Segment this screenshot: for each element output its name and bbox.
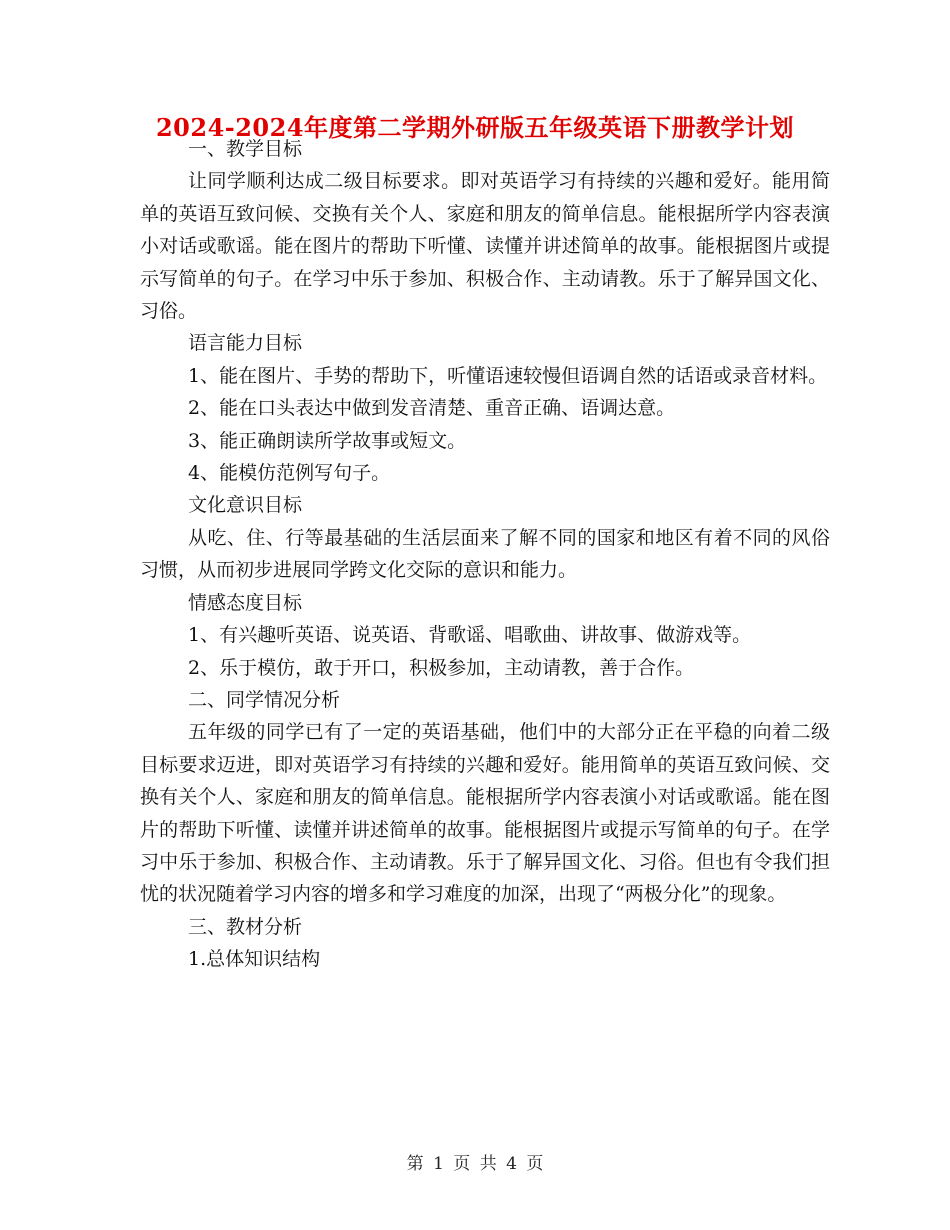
section-heading: 三、教材分析 <box>188 915 303 938</box>
paragraph: 3、能正确朗读所学故事或短文。 <box>188 429 467 452</box>
footer-page-number: 1 <box>433 1154 444 1174</box>
paragraph: 让同学顺利达成二级目标要求。即对英语学习有持续的兴趣和爱好。能用简单的英语互致问候、交换有关个人、家庭和朋友的简单信息。能根据所学内容表演小对话或歌谣。能在图片的帮助下听懂、读懂并讲述简单的故事。能根据图片或提示写简单的句子。在学习中乐于参加、积极合作、主动请教。乐于了解异国文化、习俗。 <box>140 170 830 323</box>
footer-total-unit: 页 <box>526 1154 544 1174</box>
section-heading: 二、同学情况分析 <box>188 688 341 711</box>
footer-total-pages: 4 <box>506 1154 517 1174</box>
footer-page-unit: 页 <box>453 1154 471 1174</box>
paragraph: 4、能模仿范例写句子。 <box>188 462 391 485</box>
footer-total-label: 共 <box>479 1154 497 1174</box>
footer-page-label: 第 <box>406 1154 424 1174</box>
paragraph: 2、乐于模仿，敢于开口，积极参加，主动请教，善于合作。 <box>188 656 695 679</box>
paragraph: 五年级的同学已有了一定的英语基础，他们中的大部分正在平稳的向着二级目标要求迈进，即对英语学习有持续的兴趣和爱好。能用简单的英语互致问候、交换有关个人、家庭和朋友的简单信息。能根据所学内容表演小对话或歌谣。能在图片的帮助下听懂、读懂并讲述简单的故事。能根据图片或提示写简单的句子。在学习中乐于参加、积极合作、主动请教。乐于了解异国文化、习俗。但也有令我们担忧的状况随着学习内容的增多和学习难度的加深，出现了“两极分化”的现象。 <box>140 721 830 906</box>
paragraph: 从吃、住、行等最基础的生活层面来了解不同的国家和地区有着不同的风俗习惯，从而初步进展同学跨文化交际的意识和能力。 <box>140 526 830 582</box>
section-heading: 1.总体知识结构 <box>188 948 321 971</box>
paragraph: 1、有兴趣听英语、说英语、背歌谣、唱歌曲、讲故事、做游戏等。 <box>188 624 752 647</box>
document-title: 2024-2024年度第二学期外研版五年级英语下册教学计划 <box>155 113 795 142</box>
paragraph: 1、能在图片、手势的帮助下，听懂语速较慢但语调自然的话语或录音材料。 <box>188 364 828 387</box>
page-footer <box>0 1152 950 1176</box>
section-heading: 文化意识目标 <box>188 494 303 517</box>
paragraph: 2、能在口头表达中做到发音清楚、重音正确、语调达意。 <box>188 397 676 420</box>
section-heading: 语言能力目标 <box>188 332 303 355</box>
document-body <box>140 133 830 976</box>
section-heading: 一、教学目标 <box>188 138 303 160</box>
section-heading: 情感态度目标 <box>188 591 303 614</box>
